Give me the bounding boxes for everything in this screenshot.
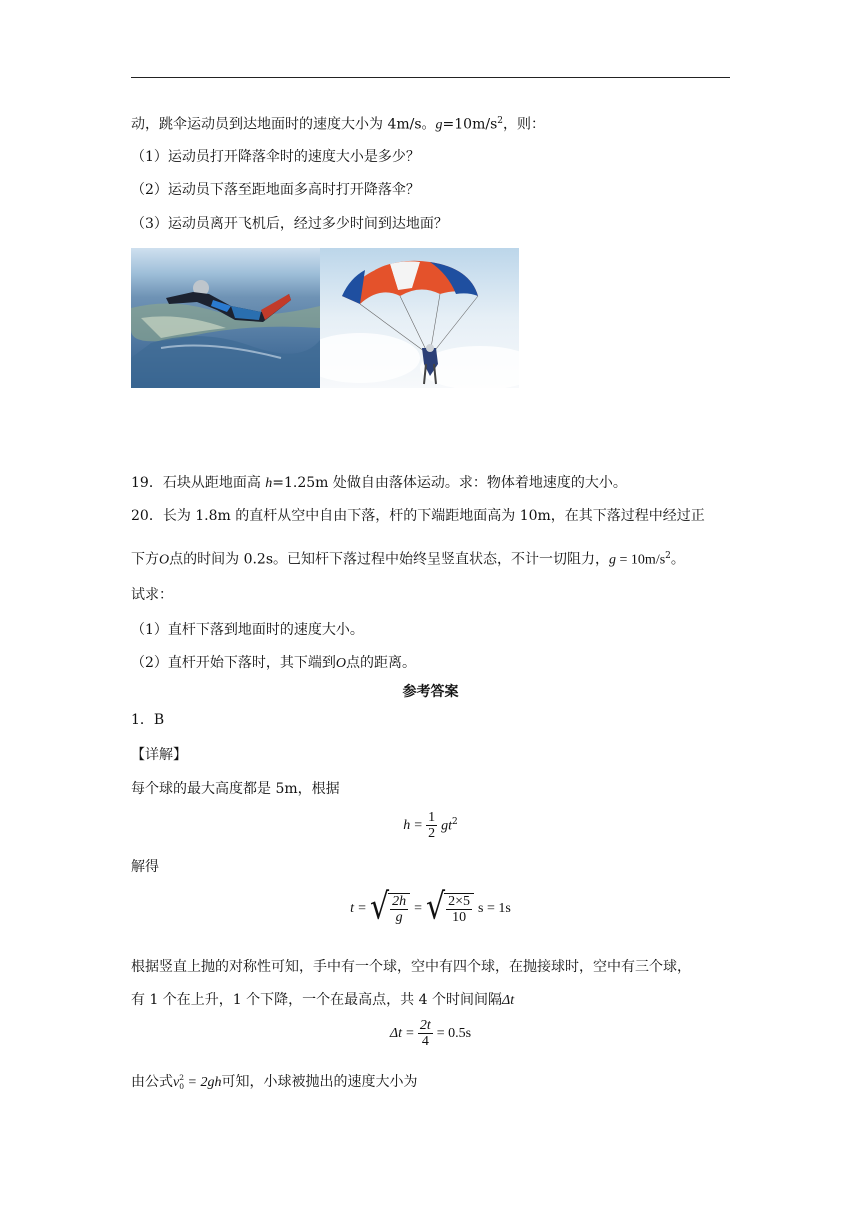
parachute-photo [320,248,519,388]
numerator: 2h [392,894,407,909]
q18-text-c: ，则： [503,116,546,133]
q20-text-c: = 10m/s [616,552,666,568]
q18-part2: （2）运动员下落至距地面多高时打开降落伞？ [131,182,420,198]
header-rule [131,77,730,78]
h-symbol: h [403,817,411,833]
denominator: 4 [421,1034,429,1050]
answer-text-5 [131,1072,417,1093]
q18-text-a: 动，跳伞运动员到达地面时的速度大小为 4m/s。 [131,116,436,133]
q18-line1 [131,111,545,136]
detail-heading: 【详解】 [131,747,187,763]
result: s = 1s [478,901,511,917]
q20-part1: （1）直杆下落到地面时的速度大小。 [131,622,364,638]
q20-line3: 试求： [131,587,173,603]
exponent: 2 [497,116,504,126]
q19 [131,473,627,494]
formula-delta-t [131,1018,730,1050]
q18-part3: （3）运动员离开飞机后，经过多少时间到达地面？ [131,216,448,232]
v-symbol: v [173,1075,180,1090]
g-symbol: g [609,552,617,568]
answer-text-1: 每个球的最大高度都是 5m，根据 [131,781,340,797]
q20-part2-text-b: 点的距离。 [346,655,417,671]
answer-text-4a: 有 1 个在上升，1 个下降，一个在最高点，共 4 个时间间隔 [131,992,502,1008]
q20-line1: 20．长为 1.8m 的直杆从空中自由下落，杆的下端距地面高为 10m，在其下落过程中经过正 [131,508,705,524]
q19-text-a: 19．石块从距地面高 [131,475,266,491]
equals: = [405,1025,414,1041]
q20-line2 [131,546,685,571]
denominator: 10 [452,910,467,926]
delta-t-symbol: Δt [501,993,515,1008]
formula-h [131,810,730,842]
answer-text-4 [131,990,514,1011]
denominator: 2 [428,826,436,842]
q18-text-b: =10m/s [442,116,498,133]
exponent: 2 [452,817,458,828]
numerator: 2t [419,1018,431,1033]
q18-part1: （1）运动员打开降落伞时的速度大小是多少？ [131,149,420,165]
q19-text-b: =1.25m 处做自由落体运动。求：物体着地速度的大小。 [272,475,627,491]
equals: = [358,901,366,917]
equation-2gh: = 2gh [184,1075,222,1090]
fraction-half [426,810,437,842]
result: = 0.5s [436,1025,472,1041]
formula-t [131,886,730,929]
t-symbol: t [350,901,355,917]
q20-text-a: 下方 [131,551,159,568]
g-symbol: g [435,117,443,133]
q20-part2-text-a: （2）直杆开始下落时，其下端到 [131,655,336,671]
q20-text-b: 点的时间为 0.2s。已知杆下落过程中始终呈竖直状态，不计一切阻力， [169,551,610,568]
subscript: 0 [179,1082,184,1091]
point-O-symbol: O [335,656,347,671]
q20-part2 [131,653,416,674]
answer-text-5b: 可知，小球被抛出的速度大小为 [221,1074,418,1090]
skydiver-freefall-photo [131,248,320,388]
q20-text-d: 。 [670,551,685,568]
numerator: 2×5 [448,894,471,909]
equals: = [414,901,422,917]
fraction-2t-over-4 [418,1018,433,1050]
sqrt-numeric: √ $\frac{2\times 5}{10}$ [426,893,474,926]
exponent: 2 [665,551,671,561]
answer-1: 1．B [131,712,165,728]
exponent: 2 [179,1073,184,1082]
numerator: 1 [428,810,436,825]
gt-term: gt [441,818,453,834]
delta-t-symbol: Δt [389,1025,402,1041]
denominator: g [395,910,403,926]
h-symbol: h [265,476,273,491]
answers-title: 参考答案 [402,684,459,700]
point-O-symbol: O [159,552,170,568]
answer-text-5a: 由公式 [131,1074,173,1090]
answer-text-2: 解得 [131,859,159,875]
sqrt-2h-over-g: √ $\frac{2h}{g}$ [370,893,410,926]
equals: = [414,817,423,833]
answer-text-3: 根据竖直上抛的对称性可知，手中有一个球，空中有四个球，在抛接球时，空中有三个球， [131,959,691,975]
